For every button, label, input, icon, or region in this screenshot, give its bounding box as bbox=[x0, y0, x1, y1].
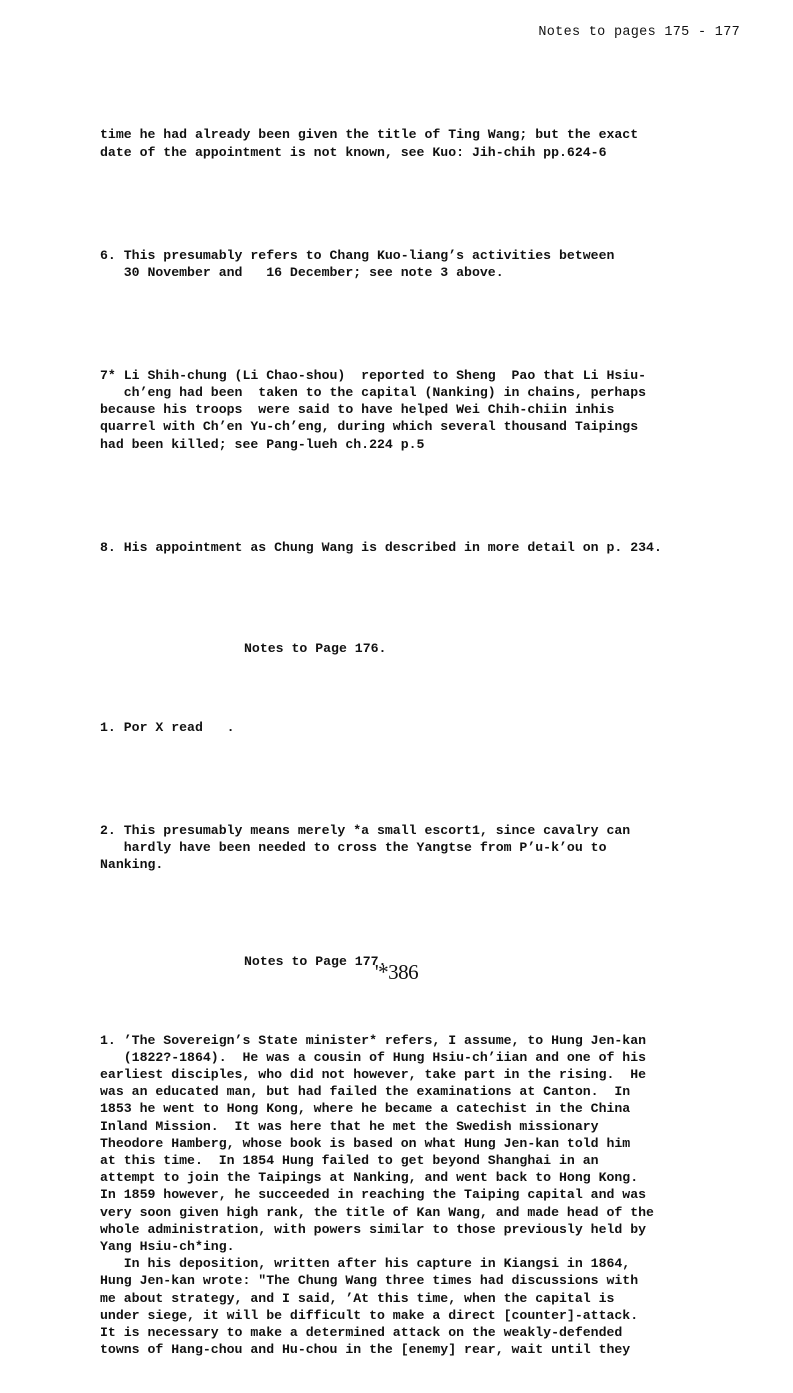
section-heading-page-176: Notes to Page 176. bbox=[244, 641, 387, 657]
note-176-1 bbox=[100, 684, 740, 770]
text-line: In 1859 however, he succeeded in reaching the Taiping capital and was bbox=[100, 1187, 647, 1203]
text-line: 1. ’The Sovereign’s State minister* refers, I assume, to Hung Jen-kan bbox=[100, 1032, 647, 1048]
note-7 bbox=[100, 332, 740, 487]
text-line: at this time. In 1854 Hung failed to get beyond Shanghai in an bbox=[100, 1152, 599, 1168]
text-line: quarrel with Ch’en Yu-ch’eng, during which several thousand Taipings bbox=[100, 419, 639, 435]
note-6 bbox=[100, 212, 740, 315]
section-heading-page-177: Notes to Page 177. bbox=[244, 953, 387, 969]
text-line: under siege, it will be difficult to make a direct [counter]-attack. bbox=[100, 1307, 639, 1323]
text-line: 1. Por X read . bbox=[100, 719, 235, 735]
text-line: Hung Jen-kan wrote: "The Chung Wang three times had discussions with bbox=[100, 1273, 639, 1289]
text-line: Nanking. bbox=[100, 857, 164, 873]
note-continuation bbox=[100, 92, 740, 195]
text-line: (1822?-1864). He was a cousin of Hung Hsiu-ch’iian and one of his bbox=[100, 1049, 647, 1065]
text-line: attempt to join the Taipings at Nanking, and went back to Hong Kong. bbox=[100, 1170, 639, 1186]
page-number: '*386 bbox=[374, 960, 419, 984]
text-line: time he had already been given the title of Ting Wang; but the exact bbox=[100, 127, 639, 143]
text-line: was an educated man, but had failed the examinations at Canton. In bbox=[100, 1084, 631, 1100]
text-line: date of the appointment is not known, see Kuo: Jih-chih pp.624-6 bbox=[100, 144, 607, 160]
text-line: me about strategy, and I said, ’At this time, when the capital is bbox=[100, 1290, 615, 1306]
text-line: 6. This presumably refers to Chang Kuo-liang’s activities between bbox=[100, 247, 615, 263]
text-line: earliest disciples, who did not however, take part in the rising. He bbox=[100, 1066, 647, 1082]
text-line: 7* Li Shih-chung (Li Chao-shou) reported to Sheng Pao that Li Hsiu- bbox=[100, 367, 647, 383]
text-line: because his troops were said to have helped Wei Chih-chiin inhis bbox=[100, 402, 615, 418]
text-line: very soon given high rank, the title of Kan Wang, and made head of the bbox=[100, 1204, 654, 1220]
text-line: Yang Hsiu-ch*ing. bbox=[100, 1238, 235, 1254]
text-line: 1853 he went to Hong Kong, where he became a catechist in the China bbox=[100, 1101, 631, 1117]
notes-body bbox=[100, 92, 740, 1393]
text-line: Theodore Hamberg, whose book is based on what Hung Jen-kan told him bbox=[100, 1135, 631, 1151]
text-line: In his deposition, written after his capture in Kiangsi in 1864, bbox=[100, 1256, 631, 1272]
text-line: 2. This presumably means merely *a small escort1, since cavalry can bbox=[100, 822, 631, 838]
note-177-1 bbox=[100, 997, 740, 1393]
text-line: ch’eng had been taken to the capital (Nanking) in chains, perhaps bbox=[100, 385, 647, 401]
text-line: towns of Hang-chou and Hu-chou in the [enemy] rear, wait until they bbox=[100, 1342, 631, 1358]
text-line: It is necessary to make a determined attack on the weakly-defended bbox=[100, 1324, 623, 1340]
text-line: had been killed; see Pang-lueh ch.224 p.5 bbox=[100, 436, 425, 452]
note-8 bbox=[100, 504, 740, 590]
text-line: 8. His appointment as Chung Wang is described in more detail on p. 234. bbox=[100, 539, 662, 555]
text-line: Inland Mission. It was here that he met the Swedish missionary bbox=[100, 1118, 599, 1134]
text-line: hardly have been needed to cross the Yangtse from P’u-k’ou to bbox=[100, 840, 607, 856]
note-176-2 bbox=[100, 788, 740, 908]
running-head: Notes to pages 175 - 177 bbox=[538, 25, 740, 40]
text-line: whole administration, with powers similar to those previously held by bbox=[100, 1221, 647, 1237]
text-line: 30 November and 16 December; see note 3 above. bbox=[100, 264, 504, 280]
